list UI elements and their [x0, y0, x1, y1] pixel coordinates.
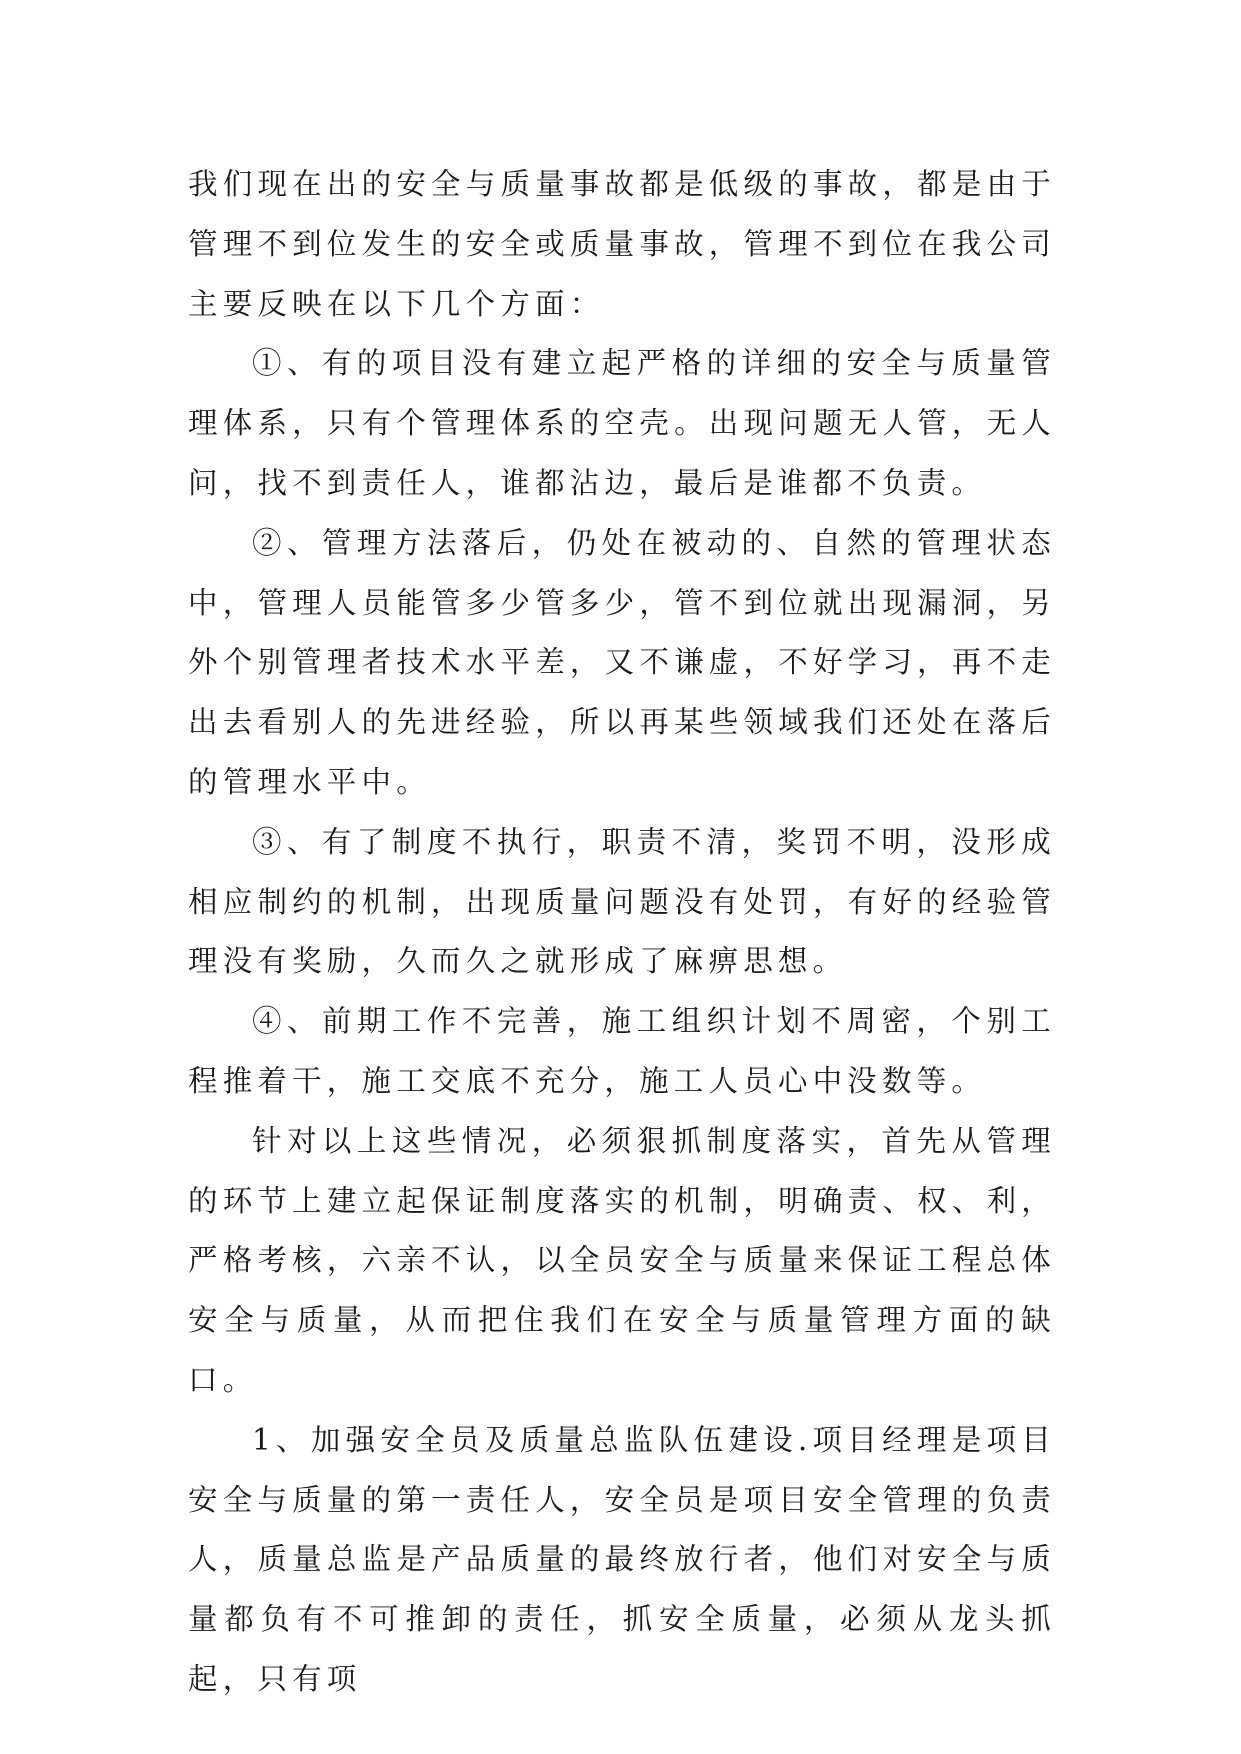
- paragraph-section-1: 1、加强安全员及质量总监队伍建设.项目经理是项目安全与质量的第一责任人，安全员是项目安全管理的负责人，质量总监是产品质量的最终放行者，他们对安全与质量都负有不可推卸的责任，抓安全质量，必须从龙头抓起，只有项: [188, 1422, 1056, 1696]
- paragraph-intro: 我们现在出的安全与质量事故都是低级的事故，都是由于管理不到位发生的安全或质量事故，管理不到位在我公司主要反映在以下几个方面：: [188, 167, 1056, 321]
- paragraph-measures: 针对以上这些情况，必须狠抓制度落实，首先从管理的环节上建立起保证制度落实的机制，明确责、权、利，严格考核，六亲不认，以全员安全与质量来保证工程总体安全与质量，从而把住我们在安全与质量管理方面的缺口。: [188, 1123, 1056, 1397]
- paragraph-item-2: ②、管理方法落后，仍处在被动的、自然的管理状态中，管理人员能管多少管多少，管不到位就出现漏洞，另外个别管理者技术水平差，又不谦虚，不好学习，再不走出去看别人的先进经验，所以再某些领域我们还处在落后的管理水平中。: [188, 525, 1056, 799]
- paragraph-item-3: ③、有了制度不执行，职责不清，奖罚不明，没形成相应制约的机制，出现质量问题没有处罚，有好的经验管理没有奖励，久而久之就形成了麻痹思想。: [188, 824, 1056, 979]
- document-body: [188, 155, 1056, 1710]
- paragraph-item-1: ①、有的项目没有建立起严格的详细的安全与质量管理体系，只有个管理体系的空壳。出现问题无人管，无人问，找不到责任人，谁都沾边，最后是谁都不负责。: [188, 346, 1056, 500]
- paragraph-item-4: ④、前期工作不完善，施工组织计划不周密，个别工程推着干，施工交底不充分，施工人员心中没数等。: [188, 1004, 1056, 1098]
